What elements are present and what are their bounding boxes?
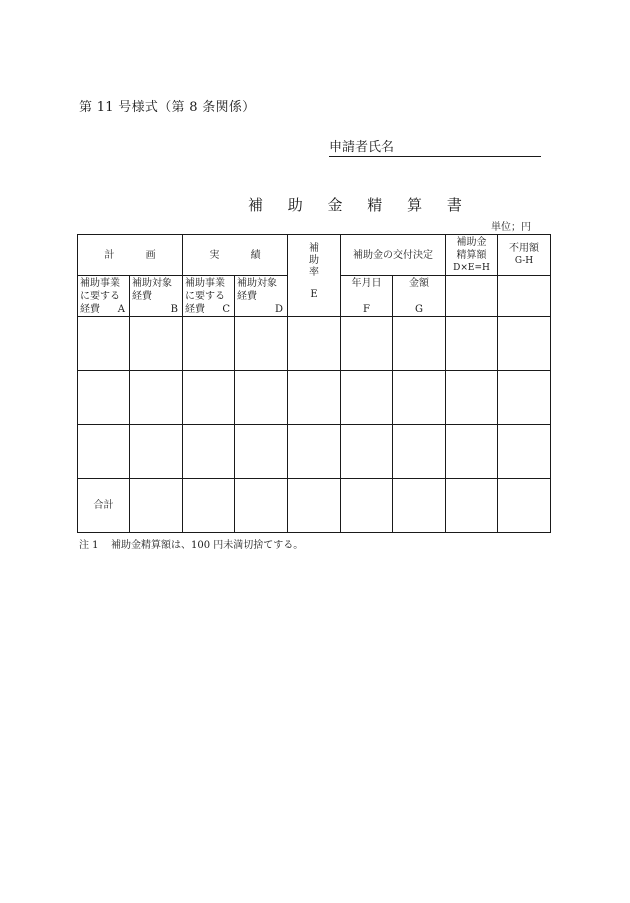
document-title: 補 助 金 精 算 書: [248, 196, 472, 214]
table-cell[interactable]: [78, 317, 130, 371]
table-cell[interactable]: [288, 371, 341, 425]
table-cell[interactable]: [393, 371, 446, 425]
total-row: [78, 479, 551, 533]
table-cell[interactable]: [288, 317, 341, 371]
subheader-b: 補助対象 経費 B: [130, 276, 183, 317]
table-row: [78, 371, 551, 425]
table-row: [78, 425, 551, 479]
header-settlement: 補助金 精算額 D×E=H: [446, 235, 498, 276]
table-cell[interactable]: [341, 425, 393, 479]
table-cell[interactable]: [235, 371, 288, 425]
table-cell[interactable]: [235, 425, 288, 479]
table-cell[interactable]: [341, 317, 393, 371]
footnote: [79, 536, 303, 551]
footnote-text: 補助金精算額は、100 円未満切捨てする。: [111, 540, 304, 551]
table-cell[interactable]: [341, 371, 393, 425]
table-cell[interactable]: [446, 479, 498, 533]
table-cell[interactable]: [78, 371, 130, 425]
subheader-unused-blank: [498, 276, 551, 317]
subheader-a: 補助事業 に要する 経費 A: [78, 276, 130, 317]
subheader-g: 金額 G: [393, 276, 446, 317]
applicant-name-label: 申請者氏名: [329, 140, 395, 155]
table-row: [78, 317, 551, 371]
table-cell[interactable]: [183, 371, 235, 425]
header-actual: 実 績: [183, 235, 288, 276]
total-label: 合計: [78, 479, 130, 533]
unit-label: 単位；円: [491, 222, 531, 233]
table-cell[interactable]: [498, 371, 551, 425]
table-cell[interactable]: [130, 425, 183, 479]
table-cell[interactable]: [183, 479, 235, 533]
subheader-d: 補助対象 経費 D: [235, 276, 288, 317]
table-cell[interactable]: [498, 317, 551, 371]
header-unused: 不用額 G-H: [498, 235, 551, 276]
subheader-f: 年月日 F: [341, 276, 393, 317]
footnote-label: 注 1: [79, 540, 99, 551]
table-cell[interactable]: [288, 479, 341, 533]
table-cell[interactable]: [130, 371, 183, 425]
table-cell[interactable]: [498, 425, 551, 479]
table-cell[interactable]: [183, 425, 235, 479]
table-cell[interactable]: [235, 317, 288, 371]
table-cell[interactable]: [446, 317, 498, 371]
table-cell[interactable]: [288, 425, 341, 479]
subheader-c: 補助事業 に要する 経費 C: [183, 276, 235, 317]
table-cell[interactable]: [78, 425, 130, 479]
settlement-table: [77, 234, 551, 533]
header-rate: 補助率 E: [288, 235, 341, 317]
subheader-h-blank: [446, 276, 498, 317]
table-cell[interactable]: [446, 371, 498, 425]
table-cell[interactable]: [446, 425, 498, 479]
table-cell[interactable]: [130, 479, 183, 533]
header-grant-decision: 補助金の交付決定: [341, 235, 446, 276]
applicant-name-field[interactable]: [329, 136, 541, 157]
form-number: 第 11 号様式（第 8 条関係）: [79, 100, 256, 115]
table-cell[interactable]: [183, 317, 235, 371]
table-cell[interactable]: [235, 479, 288, 533]
table-cell[interactable]: [393, 317, 446, 371]
table-cell[interactable]: [498, 479, 551, 533]
table-cell[interactable]: [393, 479, 446, 533]
header-plan: 計 画: [78, 235, 183, 276]
table-cell[interactable]: [130, 317, 183, 371]
code-e: E: [310, 289, 318, 300]
table-cell[interactable]: [341, 479, 393, 533]
table-cell[interactable]: [393, 425, 446, 479]
